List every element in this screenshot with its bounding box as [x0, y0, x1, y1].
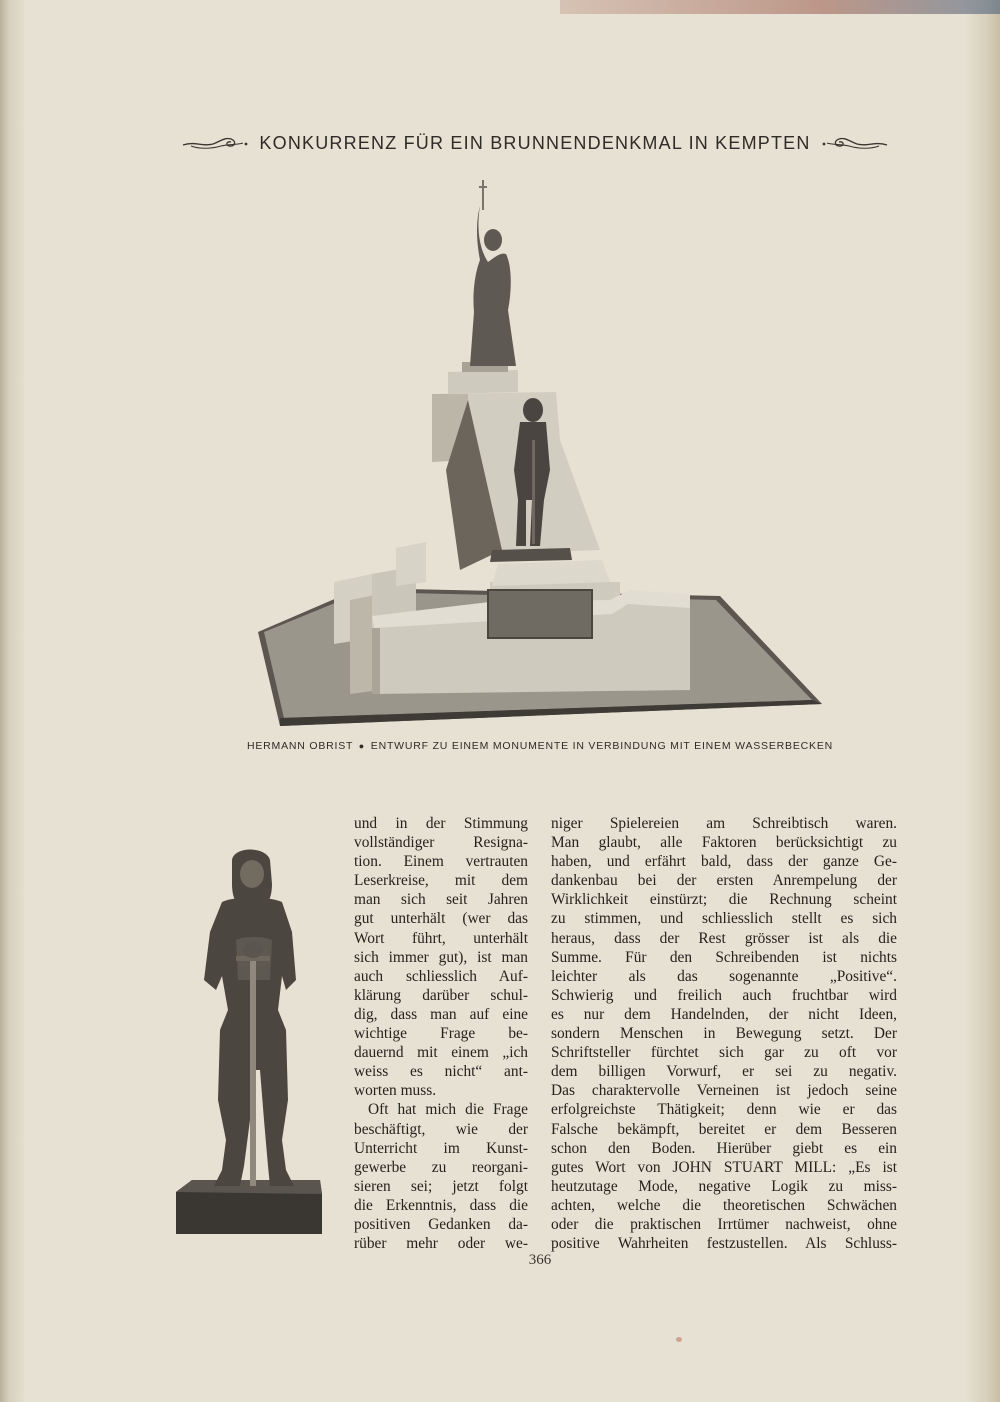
text-line: beschäftigt, wie der: [354, 1120, 528, 1138]
figure-caption: [210, 740, 870, 752]
caption-separator: ●: [358, 741, 366, 751]
ornament-scroll-left-icon: [181, 133, 249, 153]
text-line: haben, und erfährt bald, dass der ganze Ge-: [551, 853, 897, 871]
text-line: dauernd mit einem „ich: [354, 1044, 528, 1062]
text-column-left: [354, 814, 528, 1253]
text-line: tion. Einem vertrauten: [354, 853, 528, 871]
text-line: Wirklichkeit einstürzt; die Rechnung scheint: [551, 891, 897, 909]
text-line: Das charaktervolle Verneinen ist jedoch seine: [551, 1082, 897, 1100]
monument-illustration: [250, 170, 830, 730]
text-line: achten, welche die theoretischen Schwächen: [551, 1196, 897, 1214]
text-line: zu stimmen, und schliesslich stellt es sich: [551, 910, 897, 928]
text-line: man sich seit Jahren: [354, 891, 528, 909]
page-number: 366: [528, 1252, 552, 1268]
text-line: auch schliesslich Auf-: [354, 967, 528, 985]
text-line: dem billigen Vorwurf, er sei zu negativ.: [551, 1063, 897, 1081]
text-line: niger Spielereien am Schreibtisch waren.: [551, 815, 897, 832]
text-line: sieren sei; jetzt folgt: [354, 1177, 528, 1195]
text-line: leichter als das sogenannte „Positive“.: [551, 967, 897, 985]
text-line: Leserkreise, mit dem: [354, 872, 528, 890]
text-line: dig, dass man auf eine: [354, 1005, 528, 1023]
text-line: schon den Boden. Hierüber giebt es ein: [551, 1139, 897, 1157]
text-line: vollständiger Resigna-: [354, 834, 528, 852]
text-line: oder die praktischen Irrtümer nachweist, ohne: [551, 1215, 897, 1233]
text-line: und in der Stimmung: [354, 815, 528, 832]
page-binding: [0, 0, 24, 1402]
text-line: positive Wahrheiten festzustellen. Als Schluss-: [551, 1235, 897, 1253]
text-line: sondern Menschen in Bewegung setzt. Der: [551, 1025, 897, 1043]
text-line: worten muss.: [354, 1082, 437, 1100]
text-line: Wort führt, unterhält: [354, 929, 528, 947]
text-line: Schwierig und freilich auch fruchtbar wird: [551, 986, 897, 1004]
running-header: [170, 128, 900, 158]
text-line: Unterricht im Kunst-: [354, 1139, 528, 1157]
text-line: gut unterhält (wer das: [354, 910, 528, 928]
text-line: gutes Wort von JOHN STUART MILL: „Es ist: [551, 1158, 897, 1176]
book-cover-edge: [560, 0, 1000, 14]
text-line: erfolgreichste Thätigkeit; denn wie er das: [551, 1101, 897, 1119]
text-line: positiven Gedanken da-: [354, 1215, 528, 1233]
text-line: Summe. Für den Schreibenden ist nichts: [551, 948, 897, 966]
page-edge: [964, 0, 1000, 1402]
text-line: wichtige Frage be-: [354, 1025, 528, 1043]
text-line: heraus, dass der Rest grösser ist als die: [551, 929, 897, 947]
text-line: gewerbe zu reorgani-: [354, 1158, 528, 1176]
text-line: klärung darüber schul-: [354, 986, 528, 1004]
knight-statuette-illustration: [174, 840, 324, 1236]
ornament-scroll-right-icon: [821, 133, 889, 153]
text-line: weiss es nicht“ ant-: [354, 1063, 528, 1081]
text-line: Schriftsteller fürchtet sich gar zu oft vor: [551, 1044, 897, 1062]
text-line: die Erkenntnis, dass die: [354, 1196, 528, 1214]
text-line: rüber mehr oder we-: [354, 1235, 528, 1253]
text-line: Oft hat mich die Frage: [368, 1101, 528, 1119]
paper-stain: [676, 1337, 682, 1342]
text-line: dankenbau bei der ersten Anrempelung der: [551, 872, 897, 890]
caption-author: HERMANN OBRIST: [246, 740, 354, 752]
text-column-right: [551, 814, 897, 1253]
page-title: KONKURRENZ FÜR EIN BRUNNENDENKMAL IN KEMPTEN: [259, 132, 811, 153]
text-line: Falsche bekämpft, bereitet er dem Besseren: [551, 1120, 897, 1138]
text-line: es nur dem Handelnden, der nicht Ideen,: [551, 1005, 897, 1023]
text-line: sich immer gut), ist man: [354, 948, 528, 966]
text-line: Man glaubt, alle Faktoren berücksichtigt zu: [551, 834, 897, 852]
caption-text: ENTWURF ZU EINEM MONUMENTE IN VERBINDUNG MIT EINEM WASSERBECKEN: [370, 740, 834, 752]
text-line: heutzutage Mode, negative Logik zu miss-: [551, 1177, 897, 1195]
